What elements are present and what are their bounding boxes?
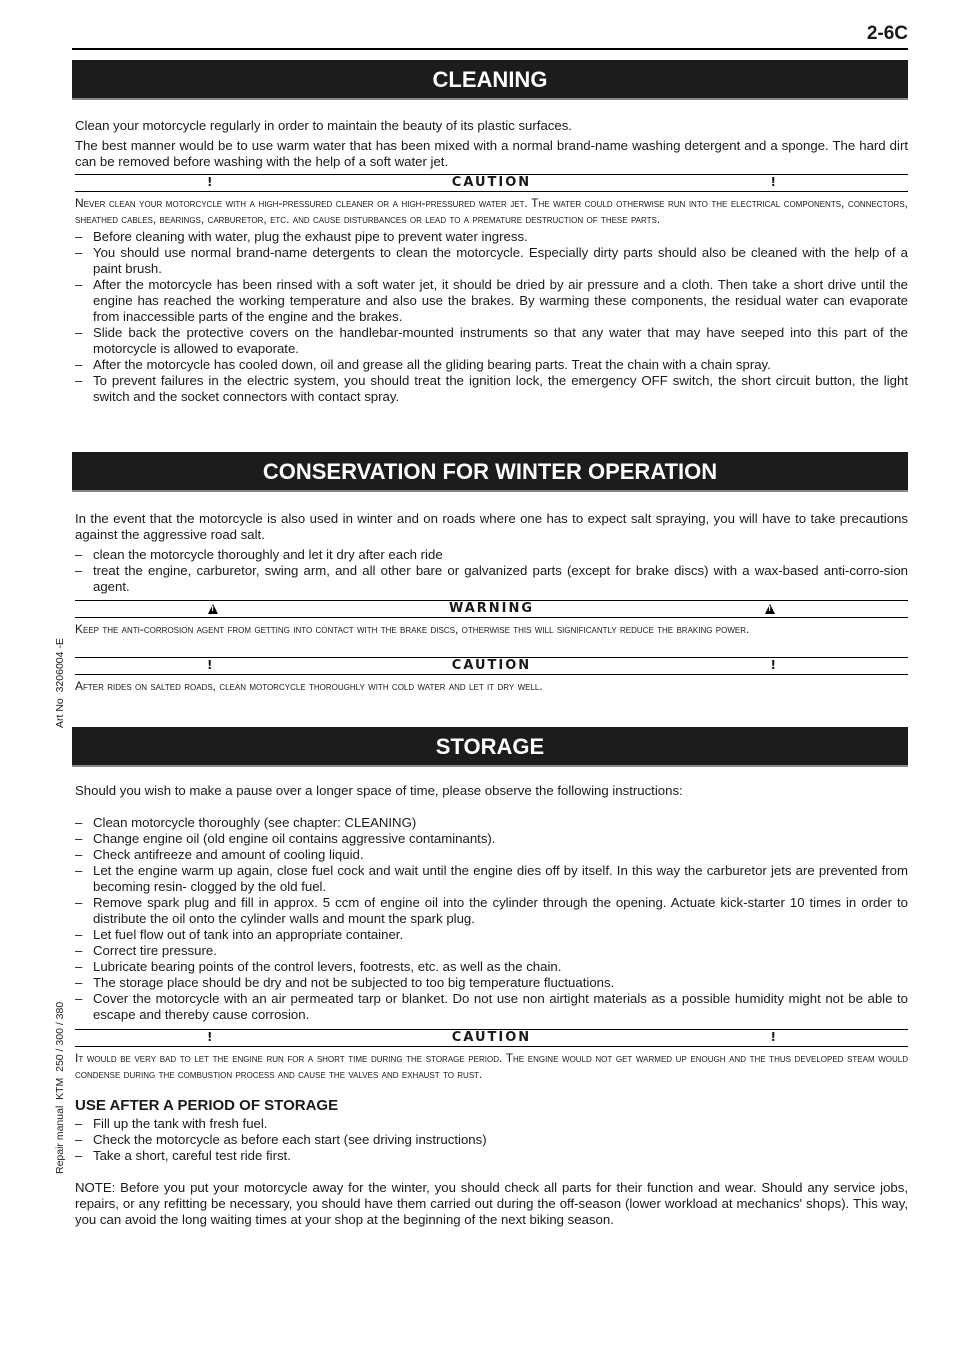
list-item: – Before cleaning with water, plug the exhaust pipe to prevent water ingress. [75,229,908,245]
cleaning-section [75,118,908,405]
warning-triangle-icon [208,604,218,614]
list-item: – Fill up the tank with fresh fuel. [75,1116,908,1132]
caution-mark-left: ! [207,175,213,189]
cleaning-list [75,229,908,405]
warning-triangle-icon [765,604,775,614]
cleaning-paragraph-2: The best manner would be to use warm water that has been mixed with a normal brand-name washing detergent and a sponge. The hard dirt can be removed before washing with the help of a soft water jet. [75,138,908,169]
storage-note: NOTE: Before you put your motorcycle away for the winter, you should check all parts for their function and wear. Should any service jobs, repairs, or any refitting be necessary, you should have them carried out during the off-season (lower workload at mechanics' shops). This way, you can avoid the long waiting times at your shop at the beginning of the next biking season. [75,1180,908,1227]
list-item: – To prevent failures in the electric system, you should treat the ignition lock, the emergency OFF switch, the short circuit button, the light switch and the socket connectors with contact spray. [75,373,908,405]
caution-mark-left: ! [207,658,213,672]
section-title-cleaning: CLEANING [72,60,908,100]
list-item: – The storage place should be dry and not be subjected to too big temperature fluctuations. [75,975,908,991]
list-item: – After the motorcycle has been rinsed with a soft water jet, it should be dried by air pressure and a cloth. Then take a short drive until the engine has reached the working temperature and also use the brakes. By warming these components, the residual water can evaporate from inaccessible parts of the engine and the brakes. [75,277,908,325]
caution-mark-right: ! [770,175,776,189]
winter-paragraph: In the event that the motorcycle is also used in winter and on roads where one has to expect salt spraying, you will have to take precautions against the aggressive road salt. [75,511,908,542]
section-title-storage: STORAGE [72,727,908,767]
list-item: – Slide back the protective covers on the handlebar-mounted instruments so that any water that may have seeped into this part of the motorcycle is allowed to evaporate. [75,325,908,357]
sidebar-manual-title: Repair manual KTM 250 / 300 / 380 [54,1001,66,1174]
caution-label: CAUTION [451,1030,532,1045]
caution-mark-left: ! [207,1030,213,1044]
list-item: – Let fuel flow out of tank into an appropriate container. [75,927,908,943]
storage-list [75,815,908,1023]
caution-mark-right: ! [770,1030,776,1044]
page-number: 2-6C [866,23,908,44]
caution-text: Never clean your motorcycle with a high-pressured cleaner or a high-pressured water jet. The water could otherwise run into the electrical components, connectors, sheathed cables, bearings, carburetor, etc. and cause disturbances or lead to a premature destruction of these parts. [75,196,908,226]
caution-header [75,657,908,675]
list-item: – Cover the motorcycle with an air permeated tarp or blanket. Do not use non airtight materials as a possible humidity might not be able to escape and thereby cause corrosion. [75,991,908,1023]
section-title-winter: CONSERVATION FOR WINTER OPERATION [72,452,908,492]
winter-section [75,511,908,696]
caution-text: After rides on salted roads, clean motorcycle thoroughly with cold water and let it dry well. [75,679,543,693]
caution-header [75,1029,908,1047]
use-after-storage-heading: USE AFTER A PERIOD OF STORAGE [75,1097,339,1114]
list-item: – clean the motorcycle thoroughly and let it dry after each ride [75,547,908,563]
list-item: – Change engine oil (old engine oil contains aggressive contaminants). [75,831,908,847]
storage-paragraph: Should you wish to make a pause over a longer space of time, please observe the following instructions: [75,783,683,798]
list-item: – After the motorcycle has cooled down, oil and grease all the gliding bearing parts. Treat the chain with a chain spray. [75,357,908,373]
cleaning-paragraph-1: Clean your motorcycle regularly in order to maintain the beauty of its plastic surfaces. [75,118,572,133]
warning-text: Keep the anti-corrosion agent from getting into contact with the brake discs, otherwise this will significantly reduce the braking power. [75,622,750,636]
caution-label: CAUTION [451,175,532,190]
warning-label: WARNING [448,601,535,616]
list-item: – You should use normal brand-name detergents to clean the motorcycle. Especially dirty parts should also be cleaned with the help of a paint brush. [75,245,908,277]
sidebar-art-no: Art No 3206004 -E [54,638,66,728]
use-after-list [75,1116,908,1164]
list-item: – Remove spark plug and fill in approx. 5 ccm of engine oil into the cylinder through the opening. Actuate kick-starter 10 times in order to distribute the oil onto the cylinder walls and mount the spark plug. [75,895,908,927]
list-item: – Check the motorcycle as before each start (see driving instructions) [75,1132,908,1148]
top-rule [72,48,908,50]
list-item: – treat the engine, carburetor, swing arm, and all other bare or galvanized parts (except for brake discs) with a wax-based anti-corro-sion agent. [75,563,908,595]
winter-list [75,547,908,595]
list-item: – Lubricate bearing points of the control levers, footrests, etc. as well as the chain. [75,959,908,975]
caution-text: It would be very bad to let the engine run for a short time during the storage period. The engine would not get warmed up enough and the thus developed steam would condense during the combustion process and cause the valves and exhaust to rust. [75,1051,908,1081]
caution-header [75,174,908,192]
warning-header [75,600,908,618]
list-item: – Let the engine warm up again, close fuel cock and wait until the engine dies off by itself. In this way the carburetor jets are prevented from becoming resin- clogged by the old fuel. [75,863,908,895]
caution-label: CAUTION [451,658,532,673]
list-item: – Correct tire pressure. [75,943,908,959]
storage-section [75,783,908,1232]
list-item: – Check antifreeze and amount of cooling liquid. [75,847,908,863]
list-item: – Take a short, careful test ride first. [75,1148,908,1164]
list-item: – Clean motorcycle thoroughly (see chapter: CLEANING) [75,815,908,831]
caution-mark-right: ! [770,658,776,672]
